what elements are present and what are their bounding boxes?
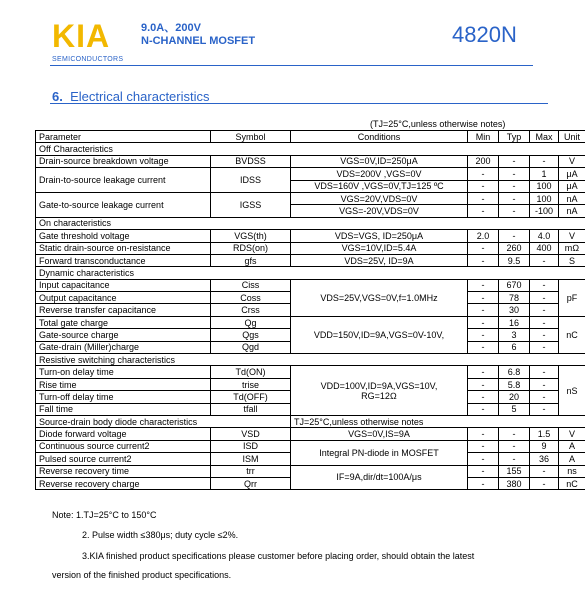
cell-max: 9 bbox=[530, 440, 559, 452]
cell-symbol: Qgs bbox=[211, 329, 291, 341]
cell-min: - bbox=[468, 279, 499, 291]
cell-typ: - bbox=[499, 230, 530, 242]
table-row bbox=[36, 254, 585, 266]
cell-unit: V bbox=[559, 155, 585, 167]
table-row bbox=[36, 465, 585, 477]
cell-symbol: VGS(th) bbox=[211, 230, 291, 242]
cell-parameter: Gate-source charge bbox=[36, 329, 211, 341]
cell-parameter: Gate threshold voltage bbox=[36, 230, 211, 242]
cell-max: 100 bbox=[530, 180, 559, 192]
table-row bbox=[36, 155, 585, 167]
col-header-conditions: Conditions bbox=[291, 131, 468, 143]
cell-typ: - bbox=[499, 453, 530, 465]
cell-max: - bbox=[530, 366, 559, 378]
table-row bbox=[36, 279, 585, 291]
cell-typ: 5 bbox=[499, 403, 530, 415]
cell-typ: 20 bbox=[499, 391, 530, 403]
cell-parameter: Rise time bbox=[36, 378, 211, 390]
cell-max: 1.5 bbox=[530, 428, 559, 440]
cell-symbol: Crss bbox=[211, 304, 291, 316]
cell-typ: - bbox=[499, 168, 530, 180]
cell-parameter: Turn-off delay time bbox=[36, 391, 211, 403]
cell-typ: 78 bbox=[499, 292, 530, 304]
cell-typ: - bbox=[499, 205, 530, 217]
cell-parameter: Drain-source breakdown voltage bbox=[36, 155, 211, 167]
cell-conditions: VDS=25V,VGS=0V,f=1.0MHz bbox=[291, 279, 468, 316]
col-header-symbol: Symbol bbox=[211, 131, 291, 143]
table-row bbox=[36, 366, 585, 378]
electrical-characteristics-table bbox=[35, 130, 585, 490]
cell-unit: A bbox=[559, 440, 585, 452]
cell-min: - bbox=[468, 329, 499, 341]
switching-condition-line2: RG=12Ω bbox=[361, 390, 397, 401]
cell-parameter: Static drain-source on-resistance bbox=[36, 242, 211, 254]
cell-min: - bbox=[468, 477, 499, 489]
cell-symbol: BVDSS bbox=[211, 155, 291, 167]
cell-parameter: Turn-on delay time bbox=[36, 366, 211, 378]
cell-parameter: Continuous source current2 bbox=[36, 440, 211, 452]
cell-conditions: VGS=0V,ID=250μA bbox=[291, 155, 468, 167]
cell-typ: - bbox=[499, 180, 530, 192]
cell-min: - bbox=[468, 304, 499, 316]
cell-conditions: VDD=150V,ID=9A,VGS=0V-10V, bbox=[291, 316, 468, 353]
cell-unit: μA bbox=[559, 180, 585, 192]
cell-symbol: VSD bbox=[211, 428, 291, 440]
cell-parameter: Fall time bbox=[36, 403, 211, 415]
cell-conditions: VGS=10V,ID=5.4A bbox=[291, 242, 468, 254]
cell-parameter: Gate-drain (Miller)charge bbox=[36, 341, 211, 353]
section-title-diode: Source-drain body diode characteristics bbox=[36, 415, 291, 427]
cell-typ: 6 bbox=[499, 341, 530, 353]
cell-min: - bbox=[468, 403, 499, 415]
col-header-parameter: Parameter bbox=[36, 131, 211, 143]
cell-symbol: RDS(on) bbox=[211, 242, 291, 254]
cell-parameter: Input capacitance bbox=[36, 279, 211, 291]
cell-conditions: VDS=160V ,VGS=0V,TJ=125 ºC bbox=[291, 180, 468, 192]
cell-typ: 16 bbox=[499, 316, 530, 328]
cell-symbol: Ciss bbox=[211, 279, 291, 291]
cell-unit: μA bbox=[559, 168, 585, 180]
cell-min: - bbox=[468, 180, 499, 192]
cell-typ: - bbox=[499, 428, 530, 440]
cell-parameter: Pulsed source current2 bbox=[36, 453, 211, 465]
table-row bbox=[36, 440, 585, 452]
cell-max: - bbox=[530, 391, 559, 403]
cell-symbol: trise bbox=[211, 378, 291, 390]
cell-min: - bbox=[468, 254, 499, 266]
cell-typ: 9.5 bbox=[499, 254, 530, 266]
section-number: 6. bbox=[52, 89, 63, 104]
cell-min: - bbox=[468, 292, 499, 304]
table-row bbox=[36, 316, 585, 328]
cell-max: - bbox=[530, 254, 559, 266]
cell-parameter: Total gate charge bbox=[36, 316, 211, 328]
cell-typ: 5.8 bbox=[499, 378, 530, 390]
cell-typ: 155 bbox=[499, 465, 530, 477]
cell-typ: 6.8 bbox=[499, 366, 530, 378]
cell-unit: V bbox=[559, 428, 585, 440]
spec-type: N-CHANNEL MOSFET bbox=[141, 35, 256, 47]
cell-parameter: Drain-to-source leakage current bbox=[36, 168, 211, 193]
cell-unit: nC bbox=[559, 477, 585, 489]
spec-rating: 9.0A、200V bbox=[141, 22, 201, 34]
section-title: Electrical characteristics bbox=[70, 89, 210, 104]
cell-min: - bbox=[468, 453, 499, 465]
cell-unit: S bbox=[559, 254, 585, 266]
cell-min: - bbox=[468, 341, 499, 353]
cell-min: 200 bbox=[468, 155, 499, 167]
cell-max: - bbox=[530, 155, 559, 167]
cell-min: - bbox=[468, 366, 499, 378]
table-header-row bbox=[36, 131, 585, 143]
cell-symbol: trr bbox=[211, 465, 291, 477]
cell-symbol: IGSS bbox=[211, 192, 291, 217]
cell-min: - bbox=[468, 378, 499, 390]
cell-conditions: Integral PN-diode in MOSFET bbox=[291, 440, 468, 465]
cell-max: 1 bbox=[530, 168, 559, 180]
cell-unit: A bbox=[559, 453, 585, 465]
cell-min: - bbox=[468, 316, 499, 328]
cell-max: - bbox=[530, 304, 559, 316]
cell-parameter: Reverse transfer capacitance bbox=[36, 304, 211, 316]
section-row bbox=[36, 267, 585, 279]
cell-min: - bbox=[468, 391, 499, 403]
cell-max: - bbox=[530, 403, 559, 415]
test-condition-note: (TJ=25°C,unless otherwise notes) bbox=[370, 119, 506, 129]
cell-parameter: Forward transconductance bbox=[36, 254, 211, 266]
cell-typ: 3 bbox=[499, 329, 530, 341]
brand-subtitle: SEMICONDUCTORS bbox=[52, 56, 124, 63]
cell-unit: ns bbox=[559, 465, 585, 477]
cell-typ: 260 bbox=[499, 242, 530, 254]
cell-conditions: VDS=VGS, ID=250μA bbox=[291, 230, 468, 242]
section-title-switching: Resistive switching characteristics bbox=[36, 354, 585, 366]
cell-max: 400 bbox=[530, 242, 559, 254]
cell-unit: nS bbox=[559, 366, 585, 416]
cell-typ: 380 bbox=[499, 477, 530, 489]
cell-symbol: Td(ON) bbox=[211, 366, 291, 378]
cell-parameter: Reverse recovery charge bbox=[36, 477, 211, 489]
cell-unit: nC bbox=[559, 316, 585, 353]
cell-max: -100 bbox=[530, 205, 559, 217]
cell-min: 2.0 bbox=[468, 230, 499, 242]
cell-min: - bbox=[468, 192, 499, 204]
section-title-on: On characteristics bbox=[36, 217, 585, 229]
cell-conditions: VDS=25V, ID=9A bbox=[291, 254, 468, 266]
cell-conditions: VGS=0V,IS=9A bbox=[291, 428, 468, 440]
section-title-dynamic: Dynamic characteristics bbox=[36, 267, 585, 279]
cell-min: - bbox=[468, 465, 499, 477]
cell-conditions: VGS=-20V,VDS=0V bbox=[291, 205, 468, 217]
cell-typ: - bbox=[499, 155, 530, 167]
table-row bbox=[36, 192, 585, 204]
cell-parameter: Gate-to-source leakage current bbox=[36, 192, 211, 217]
cell-conditions: VGS=20V,VDS=0V bbox=[291, 192, 468, 204]
section-row bbox=[36, 354, 585, 366]
cell-max: - bbox=[530, 329, 559, 341]
cell-conditions: IF=9A,dir/dt=100A/μs bbox=[291, 465, 468, 490]
cell-typ: 30 bbox=[499, 304, 530, 316]
cell-unit: V bbox=[559, 230, 585, 242]
cell-typ: - bbox=[499, 192, 530, 204]
cell-symbol: ISM bbox=[211, 453, 291, 465]
table-row bbox=[36, 168, 585, 180]
cell-max: 36 bbox=[530, 453, 559, 465]
table-row bbox=[36, 230, 585, 242]
cell-typ: 670 bbox=[499, 279, 530, 291]
section-heading bbox=[52, 89, 210, 104]
section-row bbox=[36, 415, 585, 427]
cell-min: - bbox=[468, 428, 499, 440]
cell-symbol: Qrr bbox=[211, 477, 291, 489]
note-1: Note: 1.TJ=25°C to 150°C bbox=[52, 510, 157, 520]
cell-parameter: Reverse recovery time bbox=[36, 465, 211, 477]
cell-symbol: ISD bbox=[211, 440, 291, 452]
cell-symbol: Td(OFF) bbox=[211, 391, 291, 403]
cell-symbol: Qgd bbox=[211, 341, 291, 353]
cell-min: - bbox=[468, 168, 499, 180]
brand-logo: KIA bbox=[52, 18, 111, 54]
cell-symbol: gfs bbox=[211, 254, 291, 266]
cell-unit: nA bbox=[559, 205, 585, 217]
cell-unit: nA bbox=[559, 192, 585, 204]
cell-max: - bbox=[530, 279, 559, 291]
cell-max: - bbox=[530, 341, 559, 353]
col-header-max: Max bbox=[530, 131, 559, 143]
cell-conditions bbox=[291, 366, 468, 416]
cell-max: 4.0 bbox=[530, 230, 559, 242]
cell-conditions: VDS=200V ,VGS=0V bbox=[291, 168, 468, 180]
cell-max: - bbox=[530, 465, 559, 477]
section-title-off: Off Characteristics bbox=[36, 143, 585, 155]
cell-symbol: Coss bbox=[211, 292, 291, 304]
table-row bbox=[36, 242, 585, 254]
cell-symbol: IDSS bbox=[211, 168, 291, 193]
cell-parameter: Diode forward voltage bbox=[36, 428, 211, 440]
col-header-min: Min bbox=[468, 131, 499, 143]
cell-symbol: Qg bbox=[211, 316, 291, 328]
cell-min: - bbox=[468, 440, 499, 452]
note-2: 2. Pulse width ≤380μs; duty cycle ≤2%. bbox=[82, 530, 239, 540]
section-row bbox=[36, 143, 585, 155]
cell-max: - bbox=[530, 378, 559, 390]
cell-unit: mΩ bbox=[559, 242, 585, 254]
section-row bbox=[36, 217, 585, 229]
note-3-line2: version of the finished product specifications. bbox=[52, 570, 232, 580]
cell-max: - bbox=[530, 316, 559, 328]
cell-min: - bbox=[468, 242, 499, 254]
header-divider bbox=[50, 65, 533, 66]
diode-condition-note: TJ=25°C,unless otherwise notes bbox=[291, 415, 585, 427]
cell-typ: - bbox=[499, 440, 530, 452]
part-number: 4820N bbox=[452, 22, 517, 47]
cell-symbol: tfall bbox=[211, 403, 291, 415]
cell-unit: pF bbox=[559, 279, 585, 316]
table-row bbox=[36, 428, 585, 440]
cell-max: 100 bbox=[530, 192, 559, 204]
col-header-typ: Typ bbox=[499, 131, 530, 143]
cell-max: - bbox=[530, 477, 559, 489]
section-underline bbox=[50, 103, 548, 104]
cell-parameter: Output capacitance bbox=[36, 292, 211, 304]
cell-min: - bbox=[468, 205, 499, 217]
cell-max: - bbox=[530, 292, 559, 304]
col-header-unit: Unit bbox=[559, 131, 585, 143]
note-3-line1: 3.KIA finished product specifications please customer before placing order, should obtain the latest bbox=[82, 551, 475, 561]
switching-condition-line1: VDD=100V,ID=9A,VGS=10V, bbox=[320, 380, 438, 391]
